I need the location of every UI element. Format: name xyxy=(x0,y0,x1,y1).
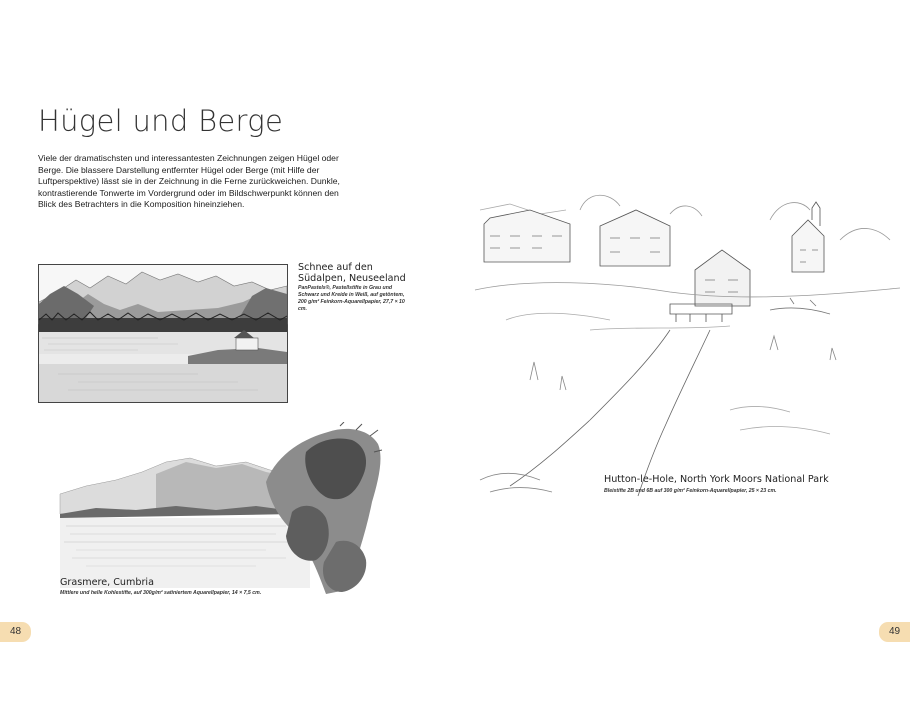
page-number-left: 48 xyxy=(0,622,31,642)
caption-title-alps xyxy=(298,262,418,284)
caption-title-hutton: Hutton-le-Hole, North York Moors National Park xyxy=(604,474,829,485)
caption-title-grasmere: Grasmere, Cumbria xyxy=(60,577,154,588)
caption-text-alps: PanPastels®, Pastellstifte in Grau und Schwarz und Kreide in Weiß, auf getöntem, 200 g/m² Feinkorn-Aquarellpapier, 27,7 × 10 cm. xyxy=(298,285,405,312)
sketch-southern-alps xyxy=(38,264,288,403)
page-number-right: 49 xyxy=(879,622,910,642)
page-title: Hügel und Berge xyxy=(38,104,284,138)
caption-title-alps-line1: Schnee auf den xyxy=(298,262,373,273)
sketch-hutton-le-hole xyxy=(470,180,900,500)
caption-text-hutton: Bleistifte 2B und 6B auf 300 g/m² Feinkorn-Aquarellpapier, 25 × 23 cm. xyxy=(604,488,777,494)
caption-title-alps-line2: Südalpen, Neuseeland xyxy=(298,273,406,284)
intro-paragraph: Viele der dramatischsten und interessantesten Zeichnungen zeigen Hügel oder Berge. Die blassere Darstellung entfernter Hügel oder Berge (mit Hilfe der Luftperspektive) lässt sie in der Zeichnung in die Ferne zurückweichen. Dunkle, kontrastierende Tonwerte im Vordergrund oder im Bildschwerpunkt können den Blick des Betrachters in die Komposition hineinziehen. xyxy=(38,153,340,210)
caption-text-grasmere: Mittlere und helle Kohlestifte, auf 300g/m² satiniertem Aquarellpapier, 14 × 7,5 cm. xyxy=(60,590,262,596)
